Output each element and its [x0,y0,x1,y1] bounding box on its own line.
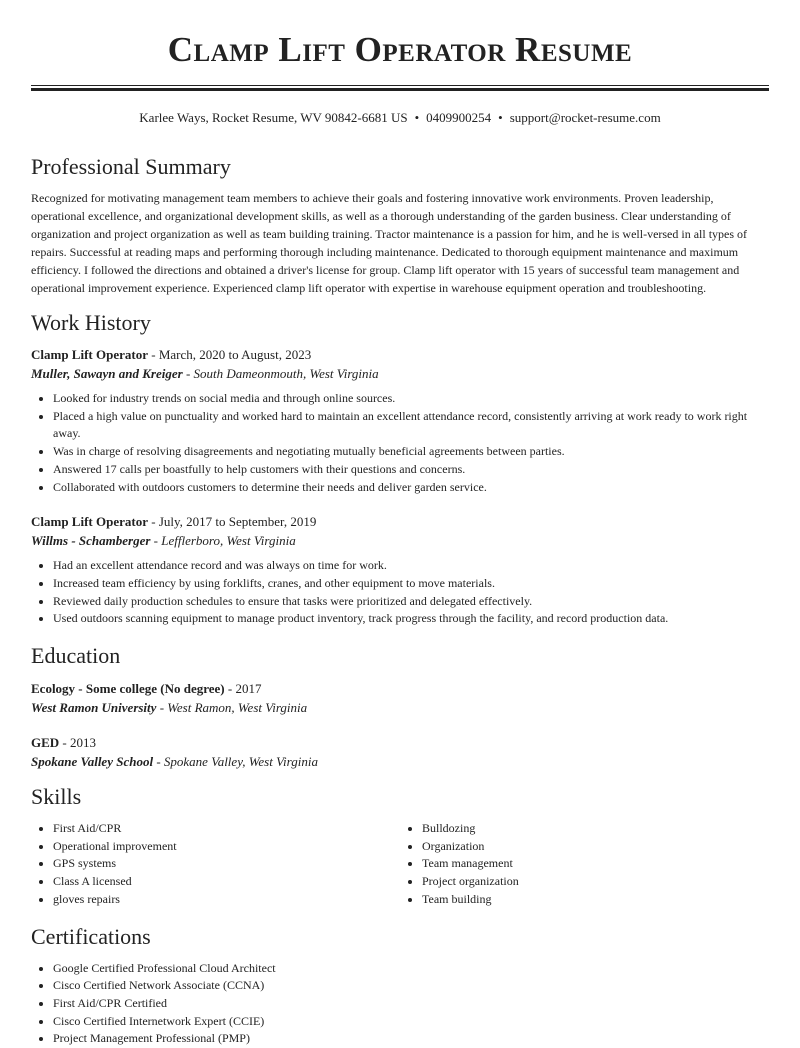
school-location: - Spokane Valley, West Virginia [153,754,318,770]
job-dates: - July, 2017 to September, 2019 [147,514,317,530]
skill-item: • Class A licensed [53,873,400,891]
list-item: • Reviewed daily production schedules to ensure that tasks were prioritized and delegated effectively. [53,593,769,611]
education-section [31,643,769,771]
skill-item: • Project organization [422,873,769,891]
degree-name: GED [31,735,60,751]
summary-text: Recognized for motivating management team members to achieve their goals and fostering innovative work environments. Proven leadership, operational excellence, and organizational development skills, as well as a thorough understanding of the garden business. Clear understanding of organization and project organization as well as team building training. Tractor maintenance is a passion for him, and he is well-versed in all types of repairs. Successful at reading maps and performing thorough including maintenance. Dedicated to thorough equipment maintenance and maximum efficiency. I followed the directions and obtained a driver's license for group. Clamp lift operator with 15 years of successful team management and operational improvement experience. Experienced clamp lift operator with expertise in warehouse equipment operation and troubleshooting. [31,191,748,295]
employer-name: Willms - Schamberger [31,533,151,549]
list-item: • Was in charge of resolving disagreements and negotiating mutually beneficial agreements between parties. [53,443,769,461]
contact-phone: 0409900254 [426,110,492,125]
skill-item: • gloves repairs [53,891,400,909]
job-bullets [31,557,769,628]
contact-line [31,110,769,126]
school-name: Spokane Valley School [31,754,154,770]
section-heading-summary: Professional Summary [31,154,231,179]
job-title: Clamp Lift Operator [31,347,148,362]
certification-item: • First Aid/CPR Certified [53,995,769,1013]
job-title: Clamp Lift Operator [31,514,148,530]
skill-item: • GPS systems [53,855,400,873]
skill-item: • Team management [422,855,769,873]
work-section [31,310,769,628]
employer-line [31,532,769,550]
resume-title: Clamp Lift Operator Resume [167,30,633,69]
job-entry [31,513,769,628]
job-entry [31,346,769,496]
education-entry [31,734,769,771]
list-item: • Had an excellent attendance record and was always on time for work. [53,557,769,575]
skill-item: • Team building [422,891,769,909]
skill-item: • Organization [422,838,769,856]
job-title-line [31,513,769,531]
employer-location: - South Dameonmouth, West Virginia [182,366,379,381]
section-heading-skills: Skills [31,784,82,810]
contact-separator: • [498,110,503,125]
certification-item: • Google Certified Professional Cloud Architect [53,960,769,978]
skill-item: • Bulldozing [422,820,769,838]
employer-name: Muller, Sawayn and Kreiger [31,366,183,381]
school-location: - West Ramon, West Virginia [156,700,308,716]
certifications-section [31,924,769,1048]
employer-line [31,365,769,383]
degree-line [31,734,769,752]
skills-list-left [31,820,400,909]
certification-item: • Cisco Certified Network Associate (CCNA) [53,977,769,995]
school-name: West Ramon University [31,700,157,716]
certification-item: • Project Management Professional (PMP) [53,1030,769,1048]
summary-section [31,154,769,297]
contact-email[interactable]: support@rocket-resume.com [509,110,661,125]
contact-separator: • [414,110,420,125]
skill-item: • First Aid/CPR [53,820,400,838]
skills-section [31,784,769,909]
title-divider [31,85,769,91]
skill-item: • Operational improvement [53,838,400,856]
contact-address: Karlee Ways, Rocket Resume, WV 90842-6681 US [139,110,408,125]
skills-columns [31,820,769,909]
school-line [31,699,769,717]
certification-item: • Cisco Certified Internetwork Expert (CCIE) [53,1013,769,1031]
section-heading-work: Work History [31,310,151,335]
section-heading-education: Education [31,643,121,669]
section-heading-certifications: Certifications [31,923,151,949]
list-item: • Used outdoors scanning equipment to manage product inventory, track progress through the facility, and record production data. [53,610,769,628]
employer-location: - Lefflerboro, West Virginia [150,533,296,549]
school-line [31,753,769,771]
job-bullets [31,390,769,496]
job-dates: - March, 2020 to August, 2023 [147,347,312,362]
skills-list-right [400,820,769,909]
education-entry [31,680,769,717]
list-item: • Increased team efficiency by using forklifts, cranes, and other equipment to move materials. [53,575,769,593]
list-item: • Collaborated with outdoors customers to determine their needs and deliver garden service. [53,479,769,497]
degree-year: - 2013 [59,735,97,751]
degree-line [31,680,769,698]
list-item: • Looked for industry trends on social media and through online sources. [53,390,769,408]
degree-name: Ecology - Some college (No degree) [31,681,225,697]
degree-year: - 2017 [224,681,262,697]
job-title-line [31,346,769,364]
list-item: • Answered 17 calls per boastfully to help customers with their questions and concerns. [53,461,769,479]
list-item: • Placed a high value on punctuality and worked hard to maintain an excellent attendance record, consistently arriving at work ready to work right away. [53,408,769,443]
